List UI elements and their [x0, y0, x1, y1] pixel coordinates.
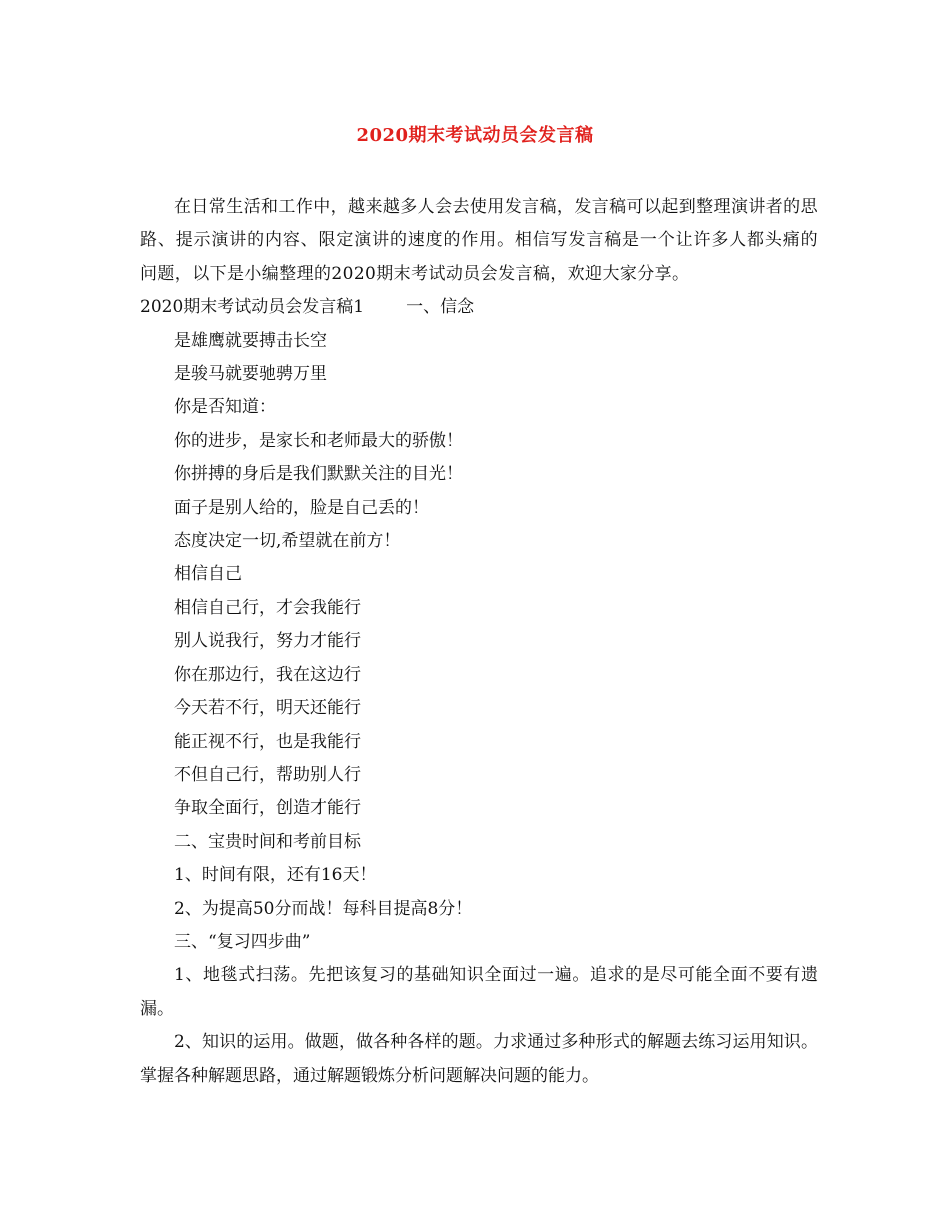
- speech-line: 不但自己行，帮助别人行: [174, 764, 361, 785]
- speech-line: 面子是别人给的，脸是自己丢的！: [174, 497, 429, 518]
- section-heading-belief: 一、信念: [406, 297, 475, 318]
- document-body: [140, 191, 818, 1093]
- speech-line: 是雄鹰就要搏击长空: [174, 330, 327, 351]
- speech-line: 相信自己行，才会我能行: [174, 597, 361, 618]
- intro-paragraph: 在日常生活和工作中，越来越多人会去使用发言稿，发言稿可以起到整理演讲者的思路、提示演讲的内容、限定演讲的速度的作用。相信写发言稿是一个让许多人都头痛的问题，以下是小编整理的2020期末考试动员会发言稿，欢迎大家分享。: [140, 197, 818, 284]
- speech-line: 争取全面行，创造才能行: [174, 798, 361, 819]
- review-step-1: 1、地毯式扫荡。先把该复习的基础知识全面过一遍。追求的是尽可能全面不要有遗漏。: [140, 965, 818, 1019]
- speech-line: 你在那边行，我在这边行: [174, 664, 361, 685]
- section-heading-review: 三、“复习四步曲”: [174, 931, 311, 952]
- speech-heading: 2020期末考试动员会发言稿1: [140, 297, 365, 318]
- speech-line: 2、为提高50分而战！每科目提高8分！: [174, 898, 473, 919]
- speech-line: 1、时间有限，还有16天！: [174, 865, 377, 886]
- speech-line: 能正视不行，也是我能行: [174, 731, 361, 752]
- review-step-2: 2、知识的运用。做题，做各种各样的题。力求通过多种形式的解题去练习运用知识。掌握各种解题思路，通过解题锻炼分析问题解决问题的能力。: [140, 1032, 818, 1086]
- section-heading-time: 二、宝贵时间和考前目标: [174, 831, 361, 852]
- speech-line: 是骏马就要驰骋万里: [174, 364, 327, 385]
- speech-line: 态度决定一切,希望就在前方！: [174, 531, 401, 552]
- speech-line: 相信自己: [174, 564, 242, 585]
- speech-line: 别人说我行，努力才能行: [174, 631, 361, 652]
- document-title: 2020期末考试动员会发言稿: [356, 125, 594, 146]
- speech-line: 你的进步，是家长和老师最大的骄傲！: [174, 430, 463, 451]
- speech-line: 你是否知道：: [174, 397, 276, 418]
- speech-heading-line: [140, 291, 818, 324]
- speech-line: 今天若不行，明天还能行: [174, 698, 361, 719]
- speech-line: 你拼搏的身后是我们默默关注的目光！: [174, 464, 463, 485]
